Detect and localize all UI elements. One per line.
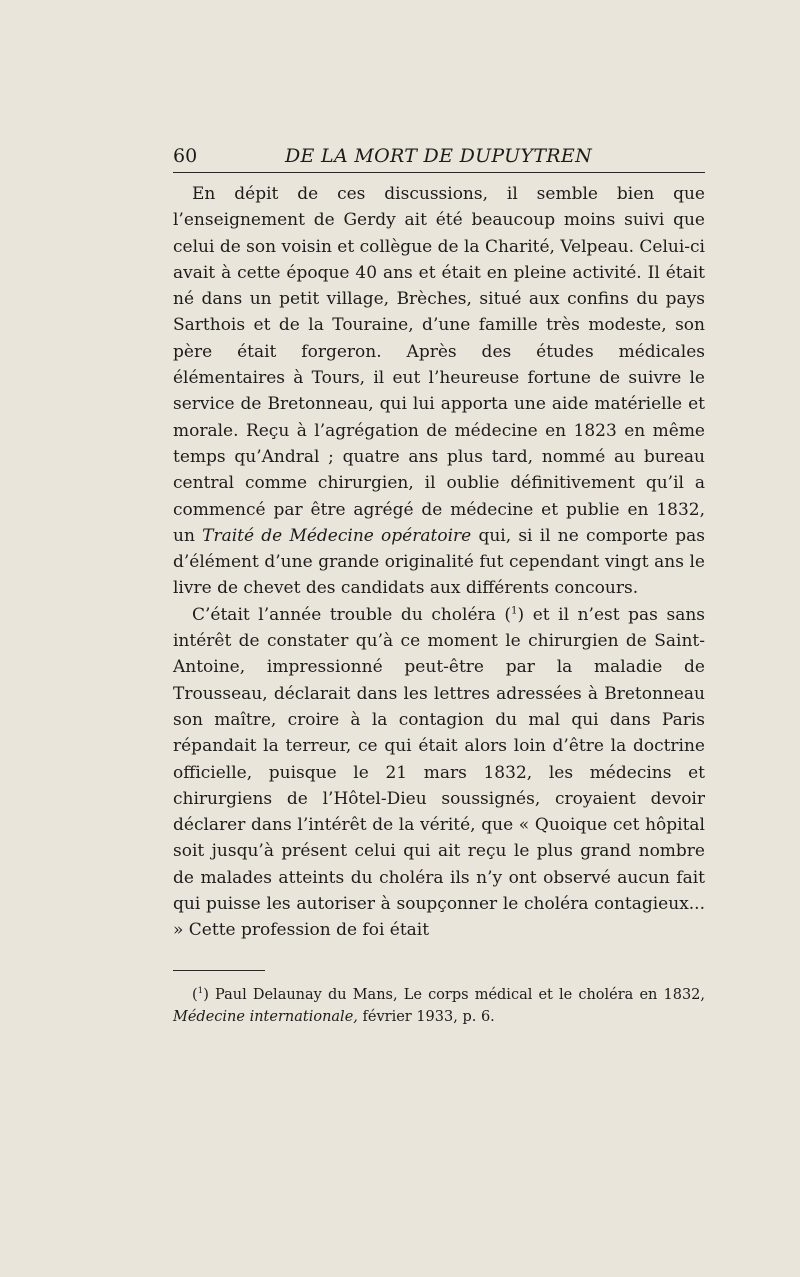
footnote: [173, 984, 705, 1028]
paragraph-2-text-a: C’était l’année trouble du choléra (: [192, 604, 512, 625]
book-title: Traité de Médecine opératoire: [202, 525, 472, 546]
footnote-marker-number: 1: [197, 986, 204, 997]
paragraph-2-text-b: ) et il n’est pas sans intérêt de constater qu’à ce moment le chirurgien de Saint-Antoine, impressionné peut-être par la maladie de Trousseau, déclarait dans les lettres adressées à Bretonneau son maître, croire à la contagion du mal qui dans Paris répandait la terreur, ce qui était alors loin d’être la doctrine officielle, puisque le 21 mars 1832, les médecins et chirurgiens de l’Hôtel-Dieu soussignés, croyaient devoir déclarer dans l’intérêt de la vérité, que « Quoique cet hôpital soit jusqu’à présent celui qui ait reçu le plus grand nombre de malades atteints du choléra ils n’y ont observé aucun fait qui puisse les autoriser à soupçonner le choléra contagieux... » Cette profession de foi était: [173, 604, 705, 941]
body-text: [173, 181, 705, 944]
paragraph-1-text-a: En dépit de ces discussions, il semble bien que l’enseignement de Gerdy ait été beaucoup moins suivi que celui de son voisin et collègue de la Charité, Velpeau. Celui-ci avait à cette époque 40 ans et était en pleine activité. Il était né dans un petit village, Brèches, situé aux confins du pays Sarthois et de la Touraine, d’une famille très modeste, son père était forgeron. Après des études médicales élémentaires à Tours, il eut l’heureuse fortune de suivre le service de Bretonneau, qui lui apporta une aide matérielle et morale. Reçu à l’agrégation de médecine en 1823 en même temps qu’Andral ; quatre ans plus tard, nommé au bureau central comme chirurgien, il oublie définitivement qu’il a commencé par être agrégé de médecine et publie en 1832, un: [173, 184, 705, 546]
footnote-text-a: Le corps médical et le choléra en 1832,: [403, 987, 705, 1003]
footnote-author: Paul Delaunay du Mans,: [215, 987, 398, 1003]
footnote-journal: Médecine internationale,: [173, 1009, 358, 1025]
running-title: DE LA MORT DE DUPUYTREN: [285, 145, 593, 167]
footnote-text-b: février 1933, p. 6.: [362, 1009, 495, 1025]
footnote-reference: 1: [511, 605, 518, 617]
paragraph-2: [173, 602, 705, 944]
footnote-marker-close: ): [203, 987, 209, 1003]
page-number: 60: [173, 145, 198, 167]
header-rule: [173, 172, 705, 173]
paragraph-1-text-b: qui, si il ne comporte pas d’élément d’une grande originalité fut cependant vingt ans le livre de chevet des candidats aux différents concours.: [173, 525, 706, 599]
paragraph-1: [173, 181, 705, 602]
footnote-marker-open: (: [192, 987, 198, 1003]
page-header: [173, 141, 705, 171]
footnote-rule: [173, 970, 265, 971]
